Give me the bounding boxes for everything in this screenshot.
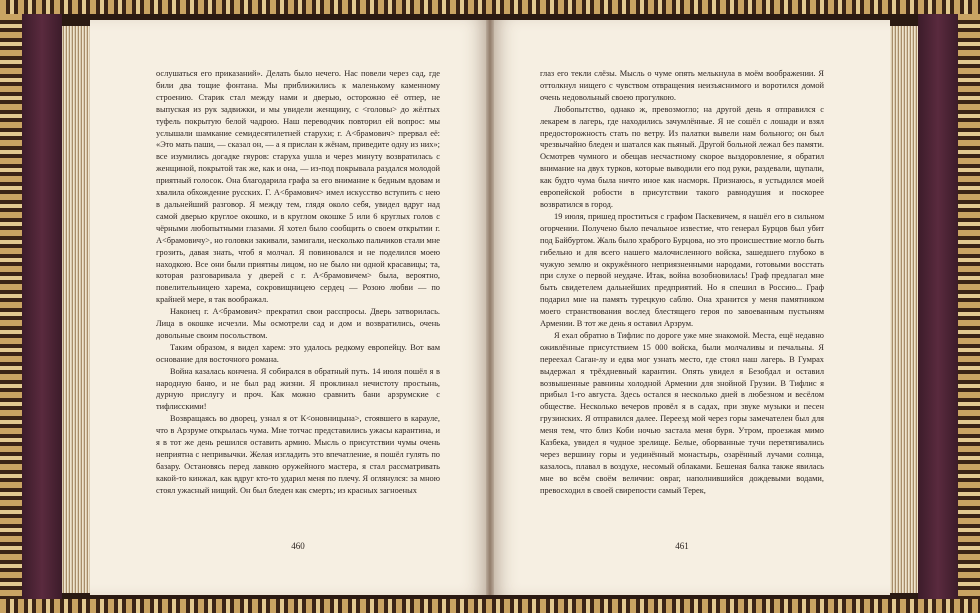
paragraph: Война казалась кончена. Я собирался в обратный путь. 14 июля пошёл я в народную баню, и не был рад жизни. Я проклинал нечистоту простынь, дурную прислугу и проч. Как можно сравнить бани арзрумские с тифлисскими! <box>156 366 440 412</box>
page-edges-left <box>62 26 92 593</box>
right-page <box>490 20 890 595</box>
book-border-bottom <box>0 599 980 613</box>
book-border-left <box>0 14 22 599</box>
page-number: 461 <box>675 541 689 551</box>
page-edges-right <box>888 26 918 593</box>
cover-edge-right <box>918 14 958 599</box>
left-page <box>90 20 490 595</box>
paragraph: Возвращаясь во дворец, узнал я от К<оновницына>, стоявшего в карауле, что в Арзруме открылась чума. Мне тотчас представились ужасы карантина, и я в тот же день решился оставить армию. Мысль о присутствии чумы очень неприятна с непривычки. Желая изгладить это впечатление, я пошёл гулять по базару. Остановясь перед лавкою оружейного мастера, я стал рассматривать какой-то кинжал, как вдруг кто-то ударил меня по плечу. Я оглянулся: за мною стоял ужасный нищий. Он был бледен как смерть; из красных загноеных <box>156 414 440 495</box>
book-border-top <box>0 0 980 14</box>
paragraph: Любопытство, однако ж, превозмогло; на другой день я отправился с лекарем в лагерь, где находились зачумлённые. Я не сошёл с лошади и взял предосторожность стать по ветру. Из палатки вывели нам больного; он был чрезвычайно бледен и шатался как пьяный. Другой больной лежал без памяти. Осмотрев чумного и обещав несчастному скорое выздоровление, я обратил внимание на двух турков, которые выводили его под руки, раздевали, щупали, как будто чума была ничто иное как насморк. Признаюсь, я устыдился моей европейской робости в присутствии такого равнодушия и поскорее возвратился в город. <box>540 104 824 209</box>
right-page-text <box>540 68 824 497</box>
paragraph: Я ехал обратно в Тифлис по дороге уже мне знакомой. Места, ещё недавно оживлённые присутствием 15 000 войска, были молчаливы и печальны. Я переехал Саган-лу и едва мог узнать место, где стоял наш лагерь. В Гумрах выдержал я трёхдневный карантин. Опять увидел я Безобдал и оставил возвышенные равнины холодной Армении для знойной Грузии. В Тифлис я прибыл 1-го августа. Здесь остался я несколько дней в любезном и весёлом обществе. Несколько вечеров провёл я в садах, при звуке музыки и песен грузинских. Я отправился далее. Переезд мой через горы замечателен был для меня тем, что близ Коби ночью застала меня буря. Утром, проезжая мимо Казбека, увидел я чудное зрелище. Белые, оборванные тучи перетягивались через вершину горы и уединённый монастырь, озарённый лучами солнца, казалось, плавал в воздухе, несомый облаками. Бешеная балка также явилась мне во всём своём величии: овраг, наполнившийся дождевыми водами, превосходил в своей свирепости самый Терек, <box>540 330 824 495</box>
paragraph: Наконец г. А<брамович> прекратил свои расспросы. Дверь затворилась. Лица в окошке исчезли. Мы осмотрели сад и дом и возвратились, очень довольные своим посольством. <box>156 307 440 340</box>
page-number: 460 <box>291 541 305 551</box>
left-page-text <box>156 68 440 497</box>
book-border-right <box>958 14 980 599</box>
paragraph: ослушаться его приказаний». Делать было нечего. Нас повели через сад, где били два тощие фонтана. Мы приближились к маленькому каменному строению. Старик стал между нами и дверью, осторожно её отпер, не выпуская из рук задвижки, и мы увидели женщину, с <головы> до жёлтых туфель покрытую белой чадрою. Наш переводчик повторил ей вопрос: мы услышали шамкание семидесятилетней старухи; г. А<брамович> прервал её: «Это мать паши, — сказал он, — а я прислан к жёнам, приведите одну из них»; все изумились догадке гяуров: старуха ушла и через минуту возвратилась с женщиной, покрытой так же, как и она, — из-под покрывала раздался молодой приятный голосок. Она благодарила графа за его внимание к бедным вдовам и хвалила обхождение русских. Г. А<брамович> имел искусство вступить с нею в дальнейший разговор. Я между тем, глядя около себя, увидел вдруг над самой дверью круглое окошко, и в круглом окошке 5 или 6 круглых голов с чёрными любопытными глазами. Я хотел было сообщить о своем открытии г. А<брамовичу>, но головки закивали, замигали, несколько пальчиков стали мне грозить, давая знать, чтоб я молчал. Я повиновался и не поделился моею находкою. Все они были приятны лицом, но не было ни одной красавицы; та, которая разговаривала у дверей с г. А<брамовичем> была, вероятно, повелительницею харема, сокровищницею сердец — Розою любви — по крайней мере, я так воображал. <box>156 69 440 305</box>
book-gutter <box>486 20 494 595</box>
paragraph: Таким образом, я видел харем: это удалось редкому европейцу. Вот вам основание для восточного романа. <box>156 342 440 364</box>
paragraph: 19 июля, пришед проститься с графом Паскевичем, я нашёл его в сильном огорчении. Получено было печальное известие, что генерал Бурцов был убит под Байбуртом. Жаль было храброго Бурцова, но это происшествие могло быть гибельно и для всего нашего малочисленного войска, зашедшего глубоко в чужую землю и окружённого неприязненными народами, готовыми восстать при слухе о первой неудаче. Итак, война возобновилась! Граф предлагал мне быть свидетелем дальнейших предприятий. Но я спешил в Россию... Граф подарил мне на память турецкую саблю. Она хранится у меня памятником моего странствования вослед блестящего героя по завоеванным пустыням Армении. В тот же день я оставил Арзрум. <box>540 211 824 329</box>
cover-edge-left <box>22 14 62 599</box>
paragraph: глаз его текли слёзы. Мысль о чуме опять мелькнула в моём воображении. Я оттолкнул нищего с чувством отвращения неизъяснимого и воротился домой очень недовольный своею прогулкою. <box>540 69 824 102</box>
